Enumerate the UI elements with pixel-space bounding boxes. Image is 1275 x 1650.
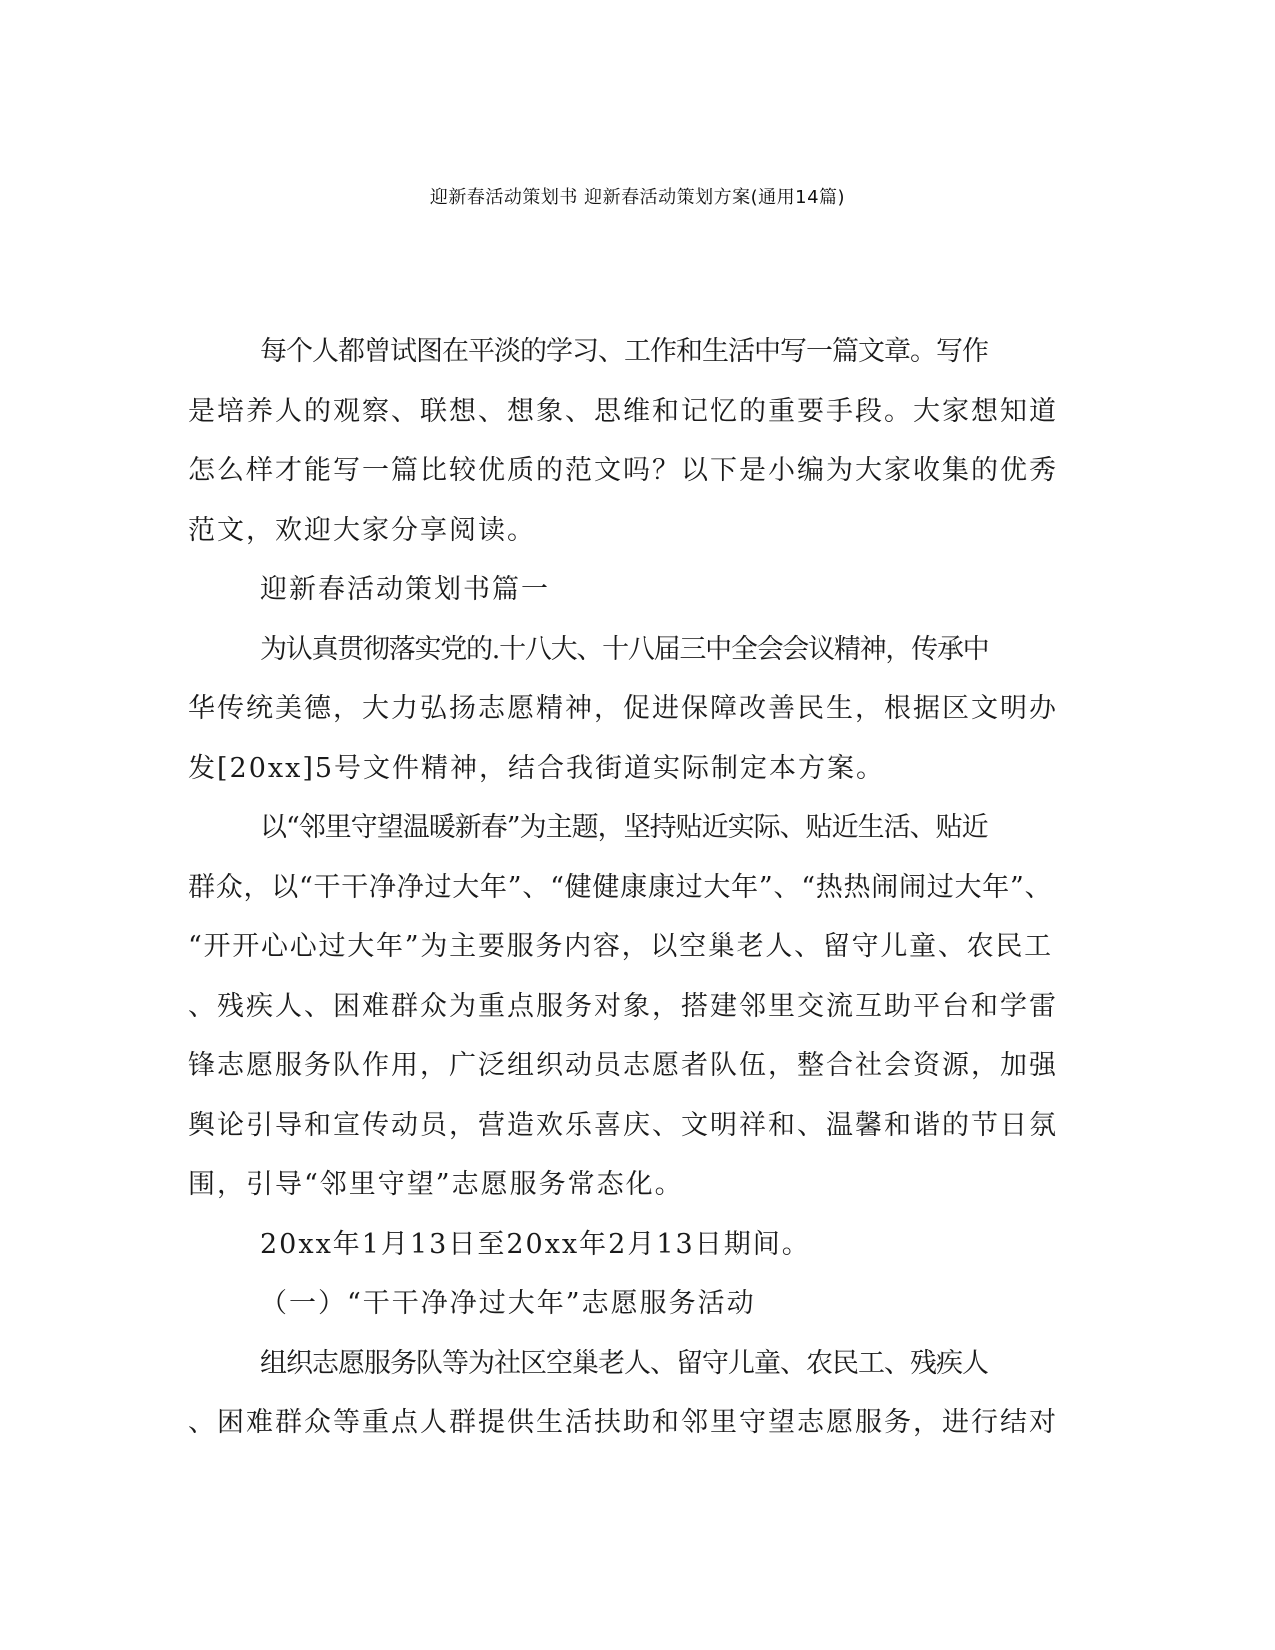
text-line: 舆论引导和宣传动员，营造欢乐喜庆、文明祥和、温馨和谐的节日氛 xyxy=(188,1109,1058,1141)
document-body xyxy=(188,322,1060,1453)
document-title: 迎新春活动策划书 迎新春活动策划方案(通用14篇) xyxy=(429,187,846,208)
text-line: 锋志愿服务队作用，广泛组织动员志愿者队伍，整合社会资源，加强 xyxy=(188,1050,1058,1081)
text-line: 以“邻里守望温暖新春”为主题，坚持贴近实际、贴近生活、贴近 xyxy=(260,812,988,843)
text-line: 范文，欢迎大家分享阅读。 xyxy=(188,514,536,546)
section-heading: 迎新春活动策划书篇一 xyxy=(260,574,550,605)
subsection-heading: （一）“干干净净过大年”志愿服务活动 xyxy=(260,1288,756,1319)
text-line: 怎么样才能写一篇比较优质的范文吗？以下是小编为大家收集的优秀 xyxy=(188,455,1058,486)
text-line: 为认真贯彻落实党的.十八大、十八届三中全会会议精神，传承中 xyxy=(260,633,989,665)
text-line: 每个人都曾试图在平淡的学习、工作和生活中写一篇文章。写作 xyxy=(260,336,988,367)
text-line: 组织志愿服务队等为社区空巢老人、留守儿童、农民工、残疾人 xyxy=(260,1347,988,1379)
text-line: 群众，以“干干净净过大年”、“健健康康过大年”、“热热闹闹过大年”、 xyxy=(188,871,1053,903)
text-line: “开开心心过大年”为主要服务内容，以空巢老人、留守儿童、农民工 xyxy=(188,931,1053,962)
text-line: 是培养人的观察、联想、想象、思维和记忆的重要手段。大家想知道 xyxy=(188,395,1058,427)
text-line: 发[20xx]5号文件精神，结合我街道实际制定本方案。 xyxy=(188,752,886,784)
text-line: 、残疾人、困难群众为重点服务对象，搭建邻里交流互助平台和学雷 xyxy=(188,990,1058,1022)
text-line: 华传统美德，大力弘扬志愿精神，促进保障改善民生，根据区文明办 xyxy=(188,693,1058,724)
text-line: 围，引导“邻里守望”志愿服务常态化。 xyxy=(188,1169,684,1200)
date-line: 20xx年1月13日至20xx年2月13日期间。 xyxy=(260,1228,811,1260)
text-line: 、困难群众等重点人群提供生活扶助和邻里守望志愿服务，进行结对 xyxy=(188,1407,1058,1438)
